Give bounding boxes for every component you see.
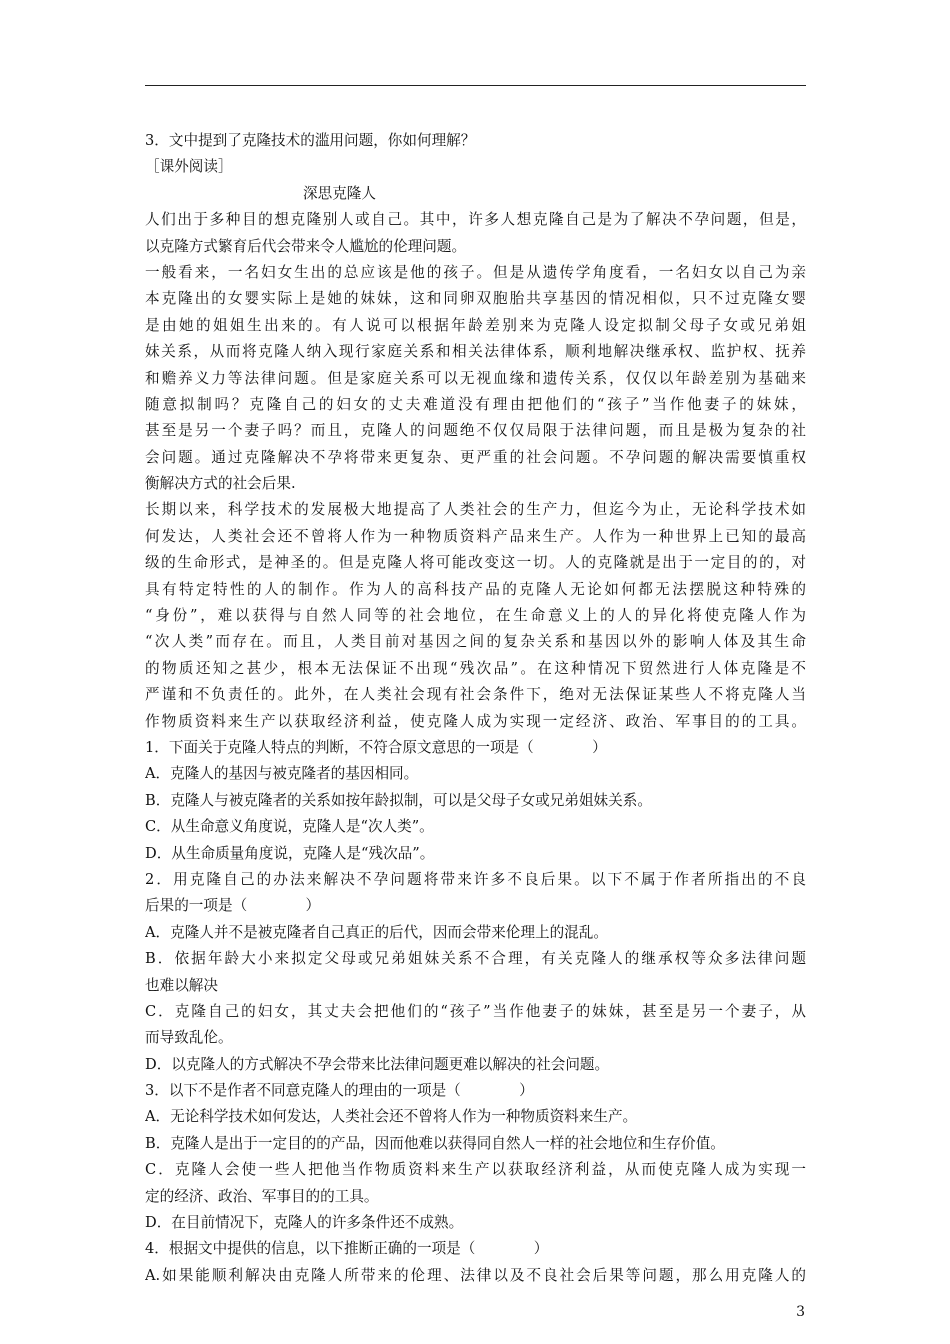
- text-line: 随意拟制吗？克隆自己的妇女的丈夫难道没有理由把他们的“孩子”当作他妻子的妹妹，: [145, 395, 806, 413]
- option-line: D．在目前情况下，克隆人的许多条件还不成熟。: [145, 1214, 464, 1232]
- option-line: 也难以解决: [145, 976, 218, 994]
- question-line: 2．用克隆自己的办法来解决不孕问题将带来许多不良后果。以下不属于作者所指出的不良: [145, 870, 806, 888]
- question-line: 1．下面关于克隆人特点的判断，不符合原文意思的一项是（ ）: [145, 738, 607, 756]
- option-line: A．克隆人并不是被克隆者自己真正的后代，因而会带来伦理上的混乱。: [145, 923, 608, 941]
- text-line: 和赡养义力等法律问题。但是家庭关系可以无视血缘和遗传关系，仅仅以年龄差别为基础来: [145, 369, 806, 387]
- option-line: C．克隆人会使一些人把他当作物质资料来生产以获取经济利益，从而使克隆人成为实现一: [145, 1161, 806, 1179]
- text-line: 作物质资料来生产以获取经济利益，使克隆人成为实现一定经济、政治、军事目的的工具。: [145, 712, 806, 730]
- text-line: 以克隆方式繁育后代会带来令人尴尬的伦理问题。: [145, 237, 467, 255]
- text-line: “身份”，难以获得与自然人同等的社会地位，在生命意义上的人的异化将使克隆人作为: [145, 607, 806, 625]
- text-line: 级的生命形式，是神圣的。但是克隆人将可能改变这一切。人的克隆就是出于一定目的的，对: [145, 554, 806, 572]
- option-line: B．克隆人与被克隆者的关系如按年龄拟制，可以是父母子女或兄弟姐妹关系。: [145, 791, 652, 809]
- option-line: D．以克隆人的方式解决不孕会带来比法律问题更难以解决的社会问题。: [145, 1055, 610, 1073]
- option-line: C．从生命意义角度说，克隆人是“次人类”。: [145, 818, 434, 836]
- text-line: 本克隆出的女婴实际上是她的妹妹，这和同卵双胞胎共享基因的情况相似，只不过克隆女婴: [145, 290, 806, 308]
- header-rule: [145, 85, 806, 86]
- text-line: 的物质还知之甚少，根本无法保证不出现“残次品”。在这种情况下贸然进行人体克隆是不: [145, 659, 806, 677]
- text-line: 长期以来，科学技术的发展极大地提高了人类社会的生产力，但迄今为止，无论科学技术如: [145, 501, 806, 519]
- option-line: C．克隆自己的妇女，其丈夫会把他们的“孩子”当作他妻子的妹妹，甚至是另一个妻子，从: [145, 1002, 806, 1020]
- option-line: B．克隆人是出于一定目的的产品，因而他难以获得同自然人一样的社会地位和生存价值。: [145, 1134, 725, 1152]
- text-line: 严谨和不负责任的。此外，在人类社会现有社会条件下，绝对无法保证某些人不将克隆人当: [145, 686, 806, 704]
- article-title: 深思克隆人: [303, 184, 376, 202]
- question-line: 3．以下不是作者不同意克隆人的理由的一项是（ ）: [145, 1082, 534, 1100]
- text-line: 具有特定特性的人的制作。作为人的高科技产品的克隆人无论如何都无法摆脱这种特殊的: [145, 580, 806, 598]
- option-line: A．克隆人的基因与被克隆者的基因相同。: [145, 765, 419, 783]
- text-line: 一般看来，一名妇女生出的总应该是他的孩子。但是从遗传学角度看，一名妇女以自己为亲: [145, 263, 806, 281]
- text-line: “次人类”而存在。而且，人类目前对基因之间的复杂关系和基因以外的影响人体及其生命: [145, 633, 806, 651]
- question-line: 3．文中提到了克隆技术的滥用问题，你如何理解？: [145, 132, 476, 149]
- option-line: B．依据年龄大小来拟定父母或兄弟姐妹关系不合理，有关克隆人的继承权等众多法律问题: [145, 950, 806, 968]
- option-line: A．无论科学技术如何发达，人类社会还不曾将人作为一种物质资料来生产。: [145, 1108, 638, 1126]
- document-body: [145, 128, 806, 1289]
- question-line: 4．根据文中提供的信息，以下推断正确的一项是（ ）: [145, 1240, 549, 1258]
- text-line: 甚至是另一个妻子吗？而且，克隆人的问题绝不仅仅局限于法律问题，而且是极为复杂的社: [145, 422, 806, 440]
- text-line: 何发达，人类社会还不曾将人作为一种物质资料产品来生产。人作为一种世界上已知的最高: [145, 527, 806, 545]
- section-label: ［课外阅读］: [145, 158, 233, 176]
- text-line: 是由她的姐姐生出来的。有人说可以根据年龄差别来为克隆人设定拟制父母子女或兄弟姐: [145, 316, 806, 334]
- option-line: 定的经济、政治、军事目的的工具。: [145, 1187, 379, 1205]
- option-line: D．从生命质量角度说，克隆人是“残次品”。: [145, 844, 435, 862]
- option-line: 而导致乱伦。: [145, 1029, 233, 1047]
- text-line: 会问题。通过克隆解决不孕将带来更复杂、更严重的社会问题。不孕问题的解决需要慎重权: [145, 448, 806, 466]
- text-line: 衡解决方式的社会后果.: [145, 475, 296, 493]
- question-line: 后果的一项是（ ）: [145, 897, 321, 915]
- text-line: 人们出于多种目的想克隆别人或自己。其中，许多人想克隆自己是为了解决不孕问题，但是，: [145, 211, 806, 229]
- text-line: 妹关系，从而将克隆人纳入现行家庭关系和相关法律体系，顺利地解决继承权、监护权、抚养: [145, 343, 806, 361]
- option-line: A.如果能顺利解决由克隆人所带来的伦理、法律以及不良社会后果等问题，那么用克隆人的: [145, 1266, 806, 1284]
- page-number: 3: [796, 1304, 805, 1320]
